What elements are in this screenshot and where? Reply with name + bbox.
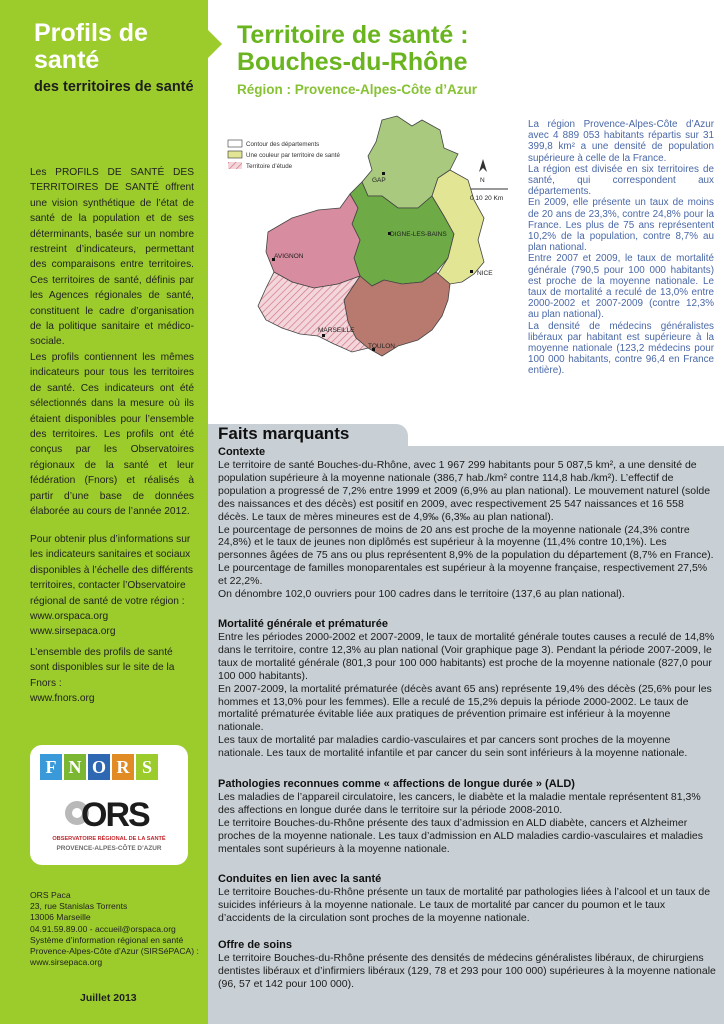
address-line: 13006 Marseille xyxy=(30,912,91,923)
legend-study: Territoire d’étude xyxy=(246,163,293,170)
link-sirsepaca[interactable]: www.sirsepaca.org xyxy=(30,626,116,638)
contact-text: Pour obtenir plus d’informations sur les indicateurs sanitaires et sociaux disponibles à l’échelle des différents territoires, contacter l’Observatoire régional de santé de votre région : xyxy=(30,534,193,607)
legend-swatch-contour xyxy=(228,140,242,147)
city-label-gap: GAP xyxy=(372,177,386,184)
region-paragraph: En 2009, elle présente un taux de moins de 20 ans de 23,3%, contre 24,8% pour la France. Les plus de 75 ans représentent 10,2% de la population, contre 8,7% au plan national. xyxy=(528,197,714,254)
region-paragraph: La région est divisée en six territoires de santé, qui correspondent aux départements. xyxy=(528,163,714,198)
section-paragraph: Le pourcentage de familles monoparentales est supérieur à la moyenne française, respectivement 27,5% et 22,2%. xyxy=(218,562,708,588)
fnors-letter: S xyxy=(136,754,158,780)
section-paragraph: Le territoire Bouches-du-Rhône présente un taux de mortalité par pathologies liées à l’alcool et un taux de suicides inférieurs à la moyenne nationale. Le taux de mortalité par cancer du poumon et le taux d’accidents de la circulation sont proches de la moyenne nationale. xyxy=(218,886,711,924)
contact-info xyxy=(30,532,194,640)
sidebar-title-line1: Profils de xyxy=(34,19,148,47)
region-subtitle: Région : Provence-Alpes-Côte d’Azur xyxy=(237,82,478,97)
north-label: N xyxy=(480,177,485,184)
publication-date: Juillet 2013 xyxy=(80,992,137,1004)
region-paragraph: La densité de médecins généralistes libéraux par habitant est supérieure à la moyenne nationale (123,2 médecins pour 100 000 habitants, contre 96,4 en France entière). xyxy=(528,320,714,377)
city-marker-gap xyxy=(382,172,385,175)
fnors-logo xyxy=(40,754,158,780)
section-offre-soins xyxy=(218,939,716,991)
legend-contour: Contour des départements xyxy=(246,141,320,148)
fnors-letter: R xyxy=(112,754,134,780)
city-label-toulon: TOULON xyxy=(368,343,395,350)
page-title-line2: Bouches-du-Rhône xyxy=(237,48,468,76)
section-paragraph: Les taux de mortalité par maladies cardio-vasculaires et par cancers sont proches de la moyenne nationale. Les taux de mortalité infantile et par cancer du sein sont inférieurs à la moyenne nationale. xyxy=(218,734,688,760)
address-line[interactable]: 04.91.59.89.00 - accueil@orspaca.org xyxy=(30,923,176,934)
intro-paragraph: Les PROFILS DE SANTÉ DES TERRITOIRES DE SANTÉ offrent une vision synthétique de l’état de santé de la population et de ses déterminants, basée sur un nombre restreint d’indicateurs, permettant des comparaisons entre territoires. Ces territoires de santé, définis par les Agences régionales de santé, constituent le cadre d’organisation de la politique sanitaire et médico-sociale. xyxy=(30,167,194,348)
territory-map xyxy=(222,112,527,390)
section-paragraph: En 2007-2009, la mortalité prématurée (décès avant 65 ans) représente 19,4% des décès (25,6% pour les hommes et 13,0% pour les femmes). Elle a reculé de 15,2% depuis la période 2000-2002. Le taux de mortalité prématurée évitable liée aux pratiques de prévention primaire est inférieur à la moyenne nationale. xyxy=(218,682,712,734)
address-line: Provence-Alpes-Côte d’Azur (SIRSéPACA) : xyxy=(30,946,199,957)
link-orspaca[interactable]: www.orspaca.org xyxy=(30,611,109,623)
section-title: Offre de soins xyxy=(218,939,292,951)
address-block xyxy=(30,890,200,968)
address-line: ORS Paca xyxy=(30,890,71,900)
ors-subtitle-2: PROVENCE-ALPES-CÔTE D’AZUR xyxy=(56,845,162,852)
region-paragraph: La région Provence-Alpes-Côte d’Azur avec 4 889 053 habitants répartis sur 31 399,8 km² a une densité de population supérieure à celle de la France. xyxy=(528,119,714,164)
address-line: 23, rue Stanislas Torrents xyxy=(30,901,128,912)
city-marker-marseille xyxy=(322,334,325,337)
region-paragraph: Entre 2007 et 2009, le taux de mortalité générale (790,5 pour 100 000 habitants) est proche de la moyenne nationale. Le taux de mortalité a reculé de 13,0% entre 2000-2002 et 2007-2009 (contre 12,3% au plan national). xyxy=(528,253,714,321)
link-fnors[interactable]: www.fnors.org xyxy=(30,693,95,705)
sidebar-title-line2: santé xyxy=(34,46,100,74)
section-paragraph: Les maladies de l’appareil circulatoire, les cancers, le diabète et la maladie mentale représentent 81,3% des affections en longue durée dans le territoire sur la période 2008-2010. xyxy=(218,791,701,816)
city-label-nice: NICE xyxy=(477,270,493,277)
sidebar-subtitle: des territoires de santé xyxy=(34,79,194,95)
address-line: Système d’information régional en santé xyxy=(30,934,184,945)
section-paragraph: Le pourcentage de personnes de moins de 20 ans est proche de la moyenne nationale (24,3% contre 24,8%) et le taux de jeunes non diplômés est supérieur à la moyenne (11,4% contre 10,1%). Les personnes âgées de 75 ans ou plus représentent 8,9% de la population du département (8,7% en France). xyxy=(218,523,714,562)
city-label-marseille: MARSEILLE xyxy=(318,327,355,334)
section-paragraph: Le territoire de santé Bouches-du-Rhône, avec 1 967 299 habitants pour 5 087,5 km², a une densité de population supérieure à la moyenne nationale (386,7 hab./km² contre 114,8 hab./km²). L’effectif de population a progressé de 7,2% entre 1999 et 2009 (6,9% au plan national). Le mouvement naturel (solde des naissances et des décès) est positif en 2009, avec respectivement 25 547 naissances et 16 558 décès. Le taux de mères mineures est de 4,9‰ (6,3‰ au plan national). xyxy=(218,459,711,523)
city-label-digne: DIGNE-LES-BAINS xyxy=(390,231,447,238)
city-marker-nice xyxy=(470,270,473,273)
section-conduites xyxy=(218,873,716,925)
intro-paragraph: Les profils contiennent les mêmes indicateurs pour tous les territoires de santé. Ces indicateurs ont été sélectionnés dans la mesure où ils étaient disponibles pour l’ensemble des territoires. Les profils ont été conçus par les Observatoires régionaux de la santé et leur fédération (Fnors) et réalisés à partir d’une base de données élaborée au cours de l’année 2012. xyxy=(30,351,194,517)
sidebar-title xyxy=(34,20,204,74)
section-paragraph: On dénombre 102,0 ouvriers pour 100 cadres dans le territoire (137,6 au plan national). xyxy=(218,588,625,601)
legend-swatch-study xyxy=(228,162,242,169)
legend-color: Une couleur par territoire de santé xyxy=(246,152,340,159)
address-line[interactable]: www.sirsepaca.org xyxy=(30,957,103,968)
logo-box xyxy=(30,745,188,865)
section-title: Conduites en lien avec la santé xyxy=(218,873,382,885)
section-title: Contexte xyxy=(218,446,266,458)
fnors-letter: N xyxy=(64,754,86,780)
legend-swatch-color xyxy=(228,151,242,158)
intro-text xyxy=(30,165,194,519)
section-paragraph: Entre les périodes 2000-2002 et 2007-2009, le taux de mortalité générale toutes causes a reculé de 14,8% dans le territoire, contre 12,3% au plan national (Voir graphique page 3). Pendant la période 2007-2009, le taux de mortalité générale (801,3 pour 100 000 habitants) est proche de la moyenne nationale (827,0 pour 100 000 habitants). xyxy=(218,631,715,682)
city-label-avignon: AVIGNON xyxy=(274,253,304,260)
sidebar-arrow xyxy=(208,30,222,58)
fnors-letter: F xyxy=(40,754,62,780)
region-description xyxy=(528,119,714,377)
section-contexte xyxy=(218,446,716,601)
fnors-info xyxy=(30,645,194,707)
scale-label: 0 10 20 Km xyxy=(470,195,504,202)
section-paragraph: Le territoire Bouches-du-Rhône présente des taux d’admission en ALD diabète, cancers et Alzheimer proches de la moyenne nationale. Les taux d’admission en ALD maladies cardio-vasculaires et maladies mentales sont supérieurs à la moyenne nationale. xyxy=(218,816,704,855)
section-ald xyxy=(218,778,716,856)
section-title: Pathologies reconnues comme « affections de longue durée » (ALD) xyxy=(218,778,575,790)
ors-logo xyxy=(64,793,156,833)
faits-heading: Faits marquants xyxy=(218,424,350,443)
page-title-line1: Territoire de santé : xyxy=(237,21,469,49)
page-title xyxy=(237,22,557,76)
ors-subtitle-1: OBSERVATOIRE RÉGIONAL DE LA SANTÉ xyxy=(52,836,166,842)
dept-vaucluse xyxy=(266,194,360,288)
fnors-text: L’ensemble des profils de santé sont disponibles sur le site de la Fnors : xyxy=(30,647,175,689)
fnors-letter: O xyxy=(88,754,110,780)
section-title: Mortalité générale et prématurée xyxy=(218,618,388,630)
section-paragraph: Le territoire Bouches-du-Rhône présente des densités de médecins généralistes libéraux, de chirurgiens dentistes libéraux et d’infirmiers libéraux (129, 78 et 293 pour 100 000) supérieures à la moyenne nationale (96, 57 et 142 pour 100 000). xyxy=(218,952,716,990)
section-mortalite xyxy=(218,618,716,760)
north-arrow-icon xyxy=(479,159,487,172)
ors-logo-text: ORS xyxy=(81,796,149,833)
